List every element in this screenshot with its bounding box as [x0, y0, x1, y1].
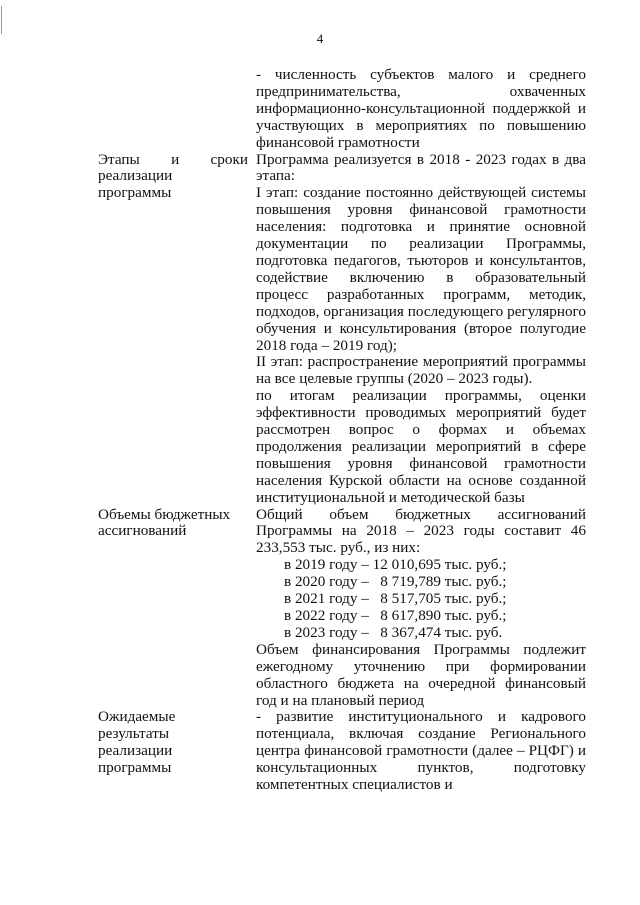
- funding-year-line: в 2023 году – 8 367,474 тыс. руб.: [284, 623, 503, 641]
- budget-intro: Общий объем бюджетных ассигнований Программы на 2018 – 2023 годы составит 46 233,553 тыс. руб., из них:: [256, 505, 586, 557]
- scan-edge-mark: [1, 6, 2, 34]
- stages-label: [98, 152, 248, 203]
- stages-followup-text: по итогам реализации программы, оценки эффективности проводимых мероприятий будет рассмотрен вопрос о формах и объемах продолжения реализации мероприятий в сфере повышения уровня финансовой грамотности населения Курской области на основе созданной институциональной и методической базы: [256, 387, 586, 506]
- passport-table: [98, 67, 586, 794]
- funding-year-line: в 2019 году – 12 010,695 тыс. руб.;: [284, 556, 507, 574]
- page-number: 4: [316, 31, 324, 46]
- results-item: - развитие институционального и кадрового потенциала, включая создание Регионального центра финансовой грамотности (далее – РЦФГ) и консультационных пунктов, подготовку компетентных специалистов и: [256, 708, 586, 794]
- budget-row: [98, 507, 586, 710]
- budget-label-line-1: Объемы бюджетных: [98, 505, 231, 523]
- results-label: [98, 709, 248, 777]
- stages-intro: Программа реализуется в 2018 - 2023 годах в два этапа:: [256, 150, 586, 185]
- budget-label: [98, 507, 248, 541]
- results-label-line-2: реализации программы: [98, 742, 173, 777]
- indicators-content: [256, 67, 586, 152]
- stages-content: [256, 152, 586, 507]
- results-label-line-1: Ожидаемые результаты: [98, 708, 176, 743]
- stages-row: [98, 152, 586, 507]
- indicators-row: [98, 67, 586, 152]
- stages-label-line-1: Этапы и сроки: [98, 150, 248, 168]
- indicator-item: - численность субъектов малого и среднего предпринимательства, охваченных информационно-консультационной поддержкой и участвующих в мероприятиях по повышению финансовой грамотности: [256, 66, 586, 151]
- funding-year-line: в 2022 году – 8 617,890 тыс. руб.;: [284, 607, 507, 624]
- stages-label-line-2: реализации программы: [98, 167, 173, 202]
- budget-outro: Объем финансирования Программы подлежит ежегодному уточнению при формировании областного бюджета на очередной финансовый год и на плановый период: [256, 640, 586, 709]
- stage-one-text: I этап: создание постоянно действующей системы повышения уровня финансовой грамотности населения: подготовка и принятие основной документации по реализации Программы, подготовка педагогов, тьюторов и консультантов, содействие включению в образовательный процесс разработанных программ, методик, подходов, организация последующего регулярного обучения и консультирования (второе полугодие 2018 года – 2019 год);: [256, 184, 586, 354]
- budget-label-line-2: ассигнований: [98, 522, 187, 540]
- results-content: [256, 709, 586, 794]
- results-row: [98, 709, 586, 794]
- stage-two-text: II этап: распространение мероприятий программы на все целевые группы (2020 – 2023 годы).: [256, 353, 586, 388]
- budget-content: [256, 507, 586, 710]
- funding-year-line: в 2021 году – 8 517,705 тыс. руб.;: [284, 590, 507, 608]
- funding-year-line: в 2020 году – 8 719,789 тыс. руб.;: [284, 573, 507, 591]
